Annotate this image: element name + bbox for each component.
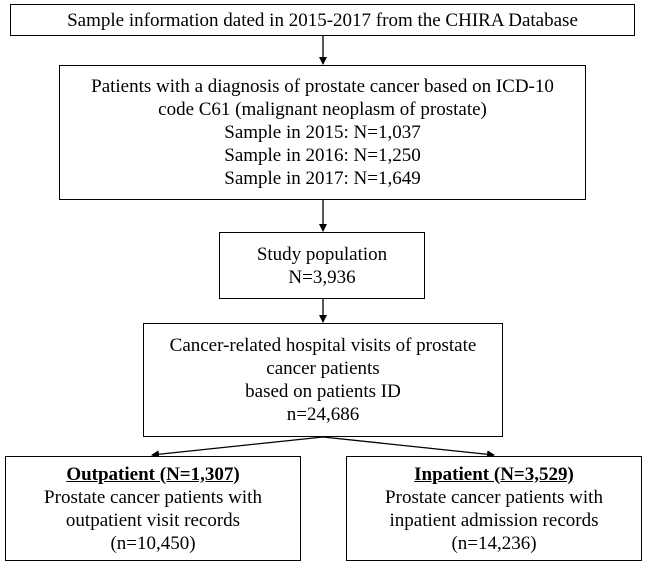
arrow-visits-to-inpatient xyxy=(323,437,494,455)
diagnosis-code-text: code C61 (malignant neoplasm of prostate) xyxy=(158,99,487,120)
sample-2017-text: Sample in 2017: N=1,649 xyxy=(224,168,421,189)
arrow-visits-to-outpatient xyxy=(152,437,323,455)
outpatient-heading: Outpatient (N=1,307) xyxy=(66,463,240,485)
inpatient-text-line-1: Prostate cancer patients with xyxy=(385,486,603,508)
inpatient-box xyxy=(346,456,642,561)
study-population-box xyxy=(219,232,425,299)
diagnosis-criteria-text: Patients with a diagnosis of prostate cancer based on ICD-10 xyxy=(91,76,554,97)
inpatient-text-line-2: inpatient admission records xyxy=(389,509,599,531)
sample-2016-text: Sample in 2016: N=1,250 xyxy=(224,145,421,166)
visits-text-line-2: cancer patients xyxy=(266,358,380,379)
visits-text-line-3: based on patients ID xyxy=(245,381,401,402)
outpatient-box xyxy=(5,456,301,561)
source-box xyxy=(10,4,635,36)
diagnosis-box xyxy=(59,65,586,200)
hospital-visits-box xyxy=(143,323,503,437)
source-text: Sample information dated in 2015-2017 from the CHIRA Database xyxy=(67,9,578,31)
study-population-count: N=3,936 xyxy=(288,266,356,288)
visits-count: n=24,686 xyxy=(286,404,360,425)
outpatient-count: (n=10,450) xyxy=(110,532,196,554)
visits-text-line-1: Cancer-related hospital visits of prostate xyxy=(169,335,477,356)
outpatient-text-line-2: outpatient visit records xyxy=(65,509,241,531)
study-population-label: Study population xyxy=(256,243,388,265)
inpatient-count: (n=14,236) xyxy=(451,532,537,554)
inpatient-heading: Inpatient (N=3,529) xyxy=(414,463,574,485)
outpatient-text-line-1: Prostate cancer patients with xyxy=(44,486,262,508)
sample-2015-text: Sample in 2015: N=1,037 xyxy=(224,122,421,143)
